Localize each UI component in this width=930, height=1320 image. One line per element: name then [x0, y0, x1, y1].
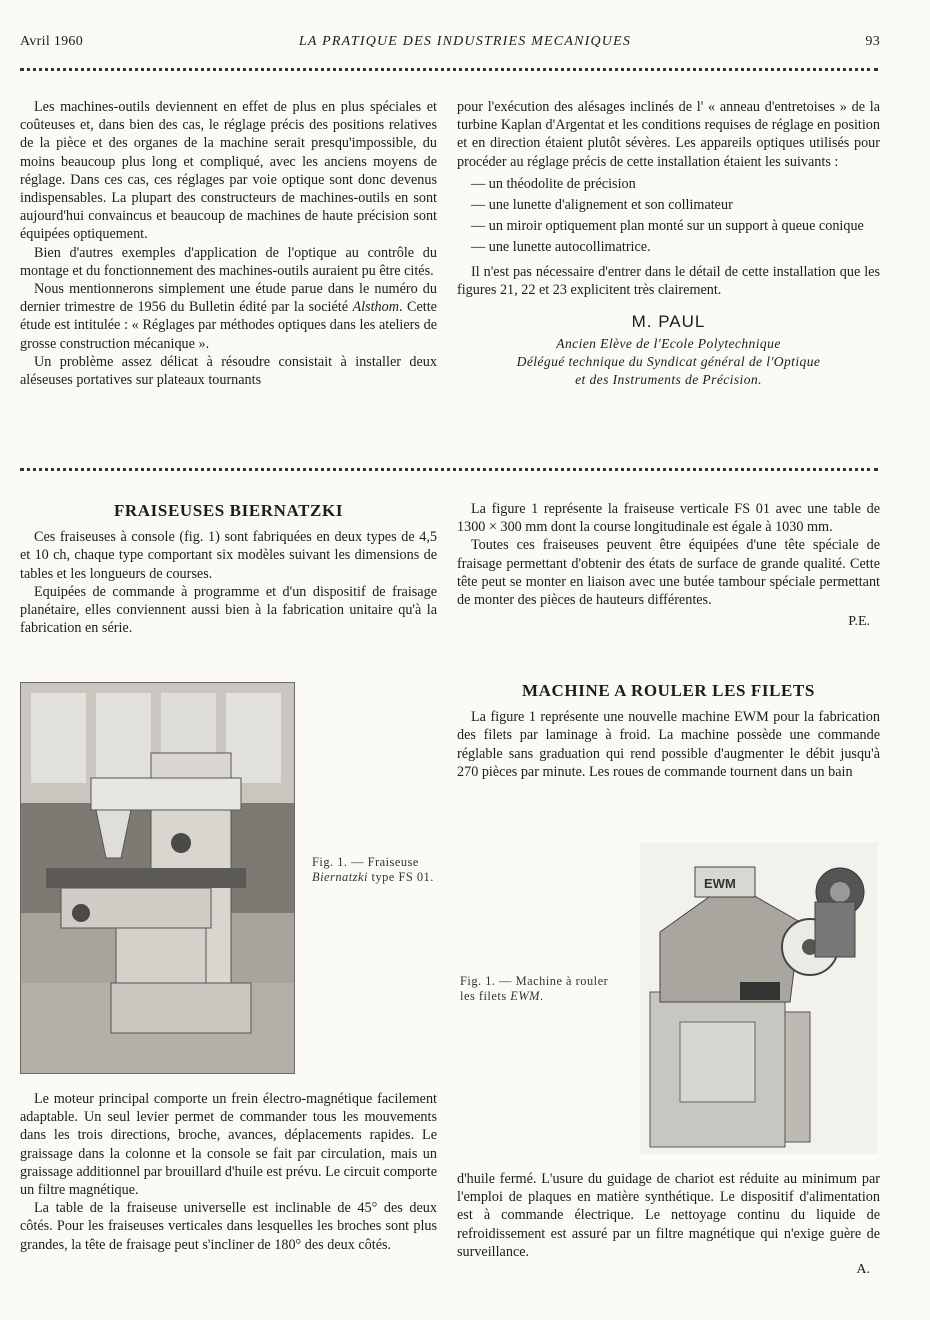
journal-title: LA PRATIQUE DES INDUSTRIES MECANIQUES — [298, 34, 632, 49]
list-item: — un miroir optiquement plan monté sur un support à queue conique — [457, 217, 880, 235]
author-title: Ancien Elève de l'Ecole Polytechnique — [556, 336, 781, 352]
article3-bottom-column — [457, 1170, 880, 1279]
thread-rolling-machine-photo — [640, 842, 878, 1154]
milling-machine-photo — [20, 682, 295, 1074]
list-item: — une lunette autocollimatrice. — [457, 238, 880, 256]
company-name: Alsthom — [352, 299, 399, 316]
article2-paragraph: La table de la fraiseuse universelle est inclinable de 45° des deux côtés. Pour les fraiseuses verticales dans lesquelles les broches sont plus grandes, la tête de fraisage peut s'incliner de 180° des deux côtés. — [20, 1200, 437, 1253]
article2-paragraph: Equipées de commande à programme et d'un dispositif de fraisage planétaire, elles conviennent aussi bien à la fabrication unitaire qu'à la fabrication en série. — [20, 583, 437, 637]
article1-paragraph: Les machines-outils deviennent en effet de plus en plus spéciales et coûteuses et, dans bien des cas, le réglage précis des positions relatives de la pièce et des organes de la machine serait presqu'impossible, du moins beaucoup plus long et compliqué, avec les anciens moyens de réglage. Dans ces cas, ces réglages par voie optique sont donc devenus indispensables. La plupart des constructeurs de machines-outils en sont aujourd'hui convaincus et beaucoup de machines de haute précision sont équipées optiquement. — [20, 99, 437, 243]
article2-paragraph: La figure 1 représente la fraiseuse verticale FS 01 avec une table de 1300 × 300 mm dont la course longitudinale est égale à 1030 mm. — [457, 501, 880, 536]
text-segment: . Cette étude est intitulée : « Réglages par méthodes optiques dans les ateliers de grosse construction mécanique ». — [20, 299, 437, 352]
article2-paragraph: Le moteur principal comporte un frein électro-magnétique facilement adaptable. Un seul levier permet de commander tous les mouvements dans les trois directions, broche, avances, déplacements rapides. Le graissage dans la colonne et la console se fait par circulation, mais un graissage additionnel par brouillard d'huile est prévu. Le circuit comporte un filtre magnétique. — [20, 1091, 438, 1199]
article2-left-column — [20, 502, 437, 637]
article3-initials: A. — [856, 1262, 870, 1278]
article1-right-column — [457, 98, 880, 389]
author-title: Délégué technique du Syndicat général de l'Optique — [516, 354, 821, 370]
issue-date: Avril 1960 — [20, 34, 84, 49]
article3-paragraph: La figure 1 représente une nouvelle machine EWM pour la fabrication des filets par laminage à froid. La machine possède une commande réglable sans graduation qui rend possible d'augmenter le débit jusqu'à 270 pièces par minute. Les roues de commande tournent dans un bain — [457, 709, 880, 780]
caption-text: Fig. 1. — Fraiseuse — [312, 855, 419, 869]
article2-title: FRAISEUSES BIERNATZKI — [113, 501, 344, 520]
article1-paragraph: Il n'est pas nécessaire d'entrer dans le détail de cette installation que les figures 21, 22 et 23 explicitent très clairement. — [457, 263, 880, 298]
caption-text: type FS 01. — [367, 869, 434, 884]
author-title: et des Instruments de Précision. — [575, 372, 762, 388]
article2-bottom-column — [20, 1090, 437, 1254]
thread-rolling-machine-illustration — [640, 842, 878, 1154]
article2-right-column — [457, 500, 880, 631]
caption-brand: EWM — [510, 988, 540, 1003]
figure2-caption — [460, 974, 620, 1003]
milling-machine-illustration — [21, 683, 294, 1073]
list-item: — une lunette d'alignement et son collimateur — [457, 196, 880, 214]
article1-paragraph: Bien d'autres exemples d'application de l'optique au contrôle du montage et du fonctionnement des machines-outils auraient pu être cités. — [20, 244, 437, 279]
caption-text: . — [539, 988, 544, 1003]
equipment-list — [457, 175, 880, 257]
machine-plate-text: EWM — [704, 876, 736, 891]
list-item: — un théodolite de précision — [457, 175, 880, 193]
article3-paragraph: d'huile fermé. L'usure du guidage de chariot est réduite au minimum par l'emploi de plaques en matière synthétique. Le dispositif d'alimentation est à commande électrique. Le nettoyage continu du liquide de refroidissement est assuré par un filtre magnétique qui n'exige guère de surveillance. — [457, 1171, 880, 1260]
article1-paragraph: Un problème assez délicat à résoudre consistait à installer deux aléseuses portatives sur plateaux tournants — [20, 353, 437, 389]
article1-left-column — [20, 98, 437, 389]
article3-top-column — [457, 682, 880, 781]
article1-paragraph: pour l'exécution des alésages inclinés de l' « anneau d'entretoises » de la turbine Kaplan d'Argentat et les conditions requises de réglage en position et en direction étaient plutôt sévères. Les appareils optiques utilisés pour procéder au réglage précis de cette installation étaient les suivants : — [457, 99, 880, 170]
article2-paragraph: Ces fraiseuses à console (fig. 1) sont fabriquées en deux types de 4,5 et 10 ch, chaque type comportant six modèles suivant les dimensions de tables et les longueurs de courses. — [20, 529, 437, 582]
article2-initials: P.E. — [848, 614, 870, 630]
caption-text: Fig. 1. — Machine à rouler les filets — [460, 974, 609, 1003]
section-divider — [20, 468, 878, 471]
article2-paragraph: Toutes ces fraiseuses peuvent être équipées d'une tête spéciale de fraisage permettant d'obtenir des états de surface de grande qualité. Cette tête peut se monter en liaison avec une butée tambour spéciale permettant de monter des pièces de hauteurs différentes. — [457, 537, 880, 609]
article3-title: MACHINE A ROULER LES FILETS — [522, 681, 815, 700]
text-segment: Nous mentionnerons simplement une étude parue dans le numéro du dernier trimestre de 1956 du Bulletin édité par la société — [20, 281, 437, 316]
article1-paragraph-alsthom — [20, 280, 437, 353]
header-divider — [20, 68, 878, 71]
author-name: M. PAUL — [631, 312, 706, 332]
page-number: 93 — [865, 34, 880, 49]
caption-brand: Biernatzki — [312, 869, 368, 884]
figure1-caption — [312, 855, 442, 884]
